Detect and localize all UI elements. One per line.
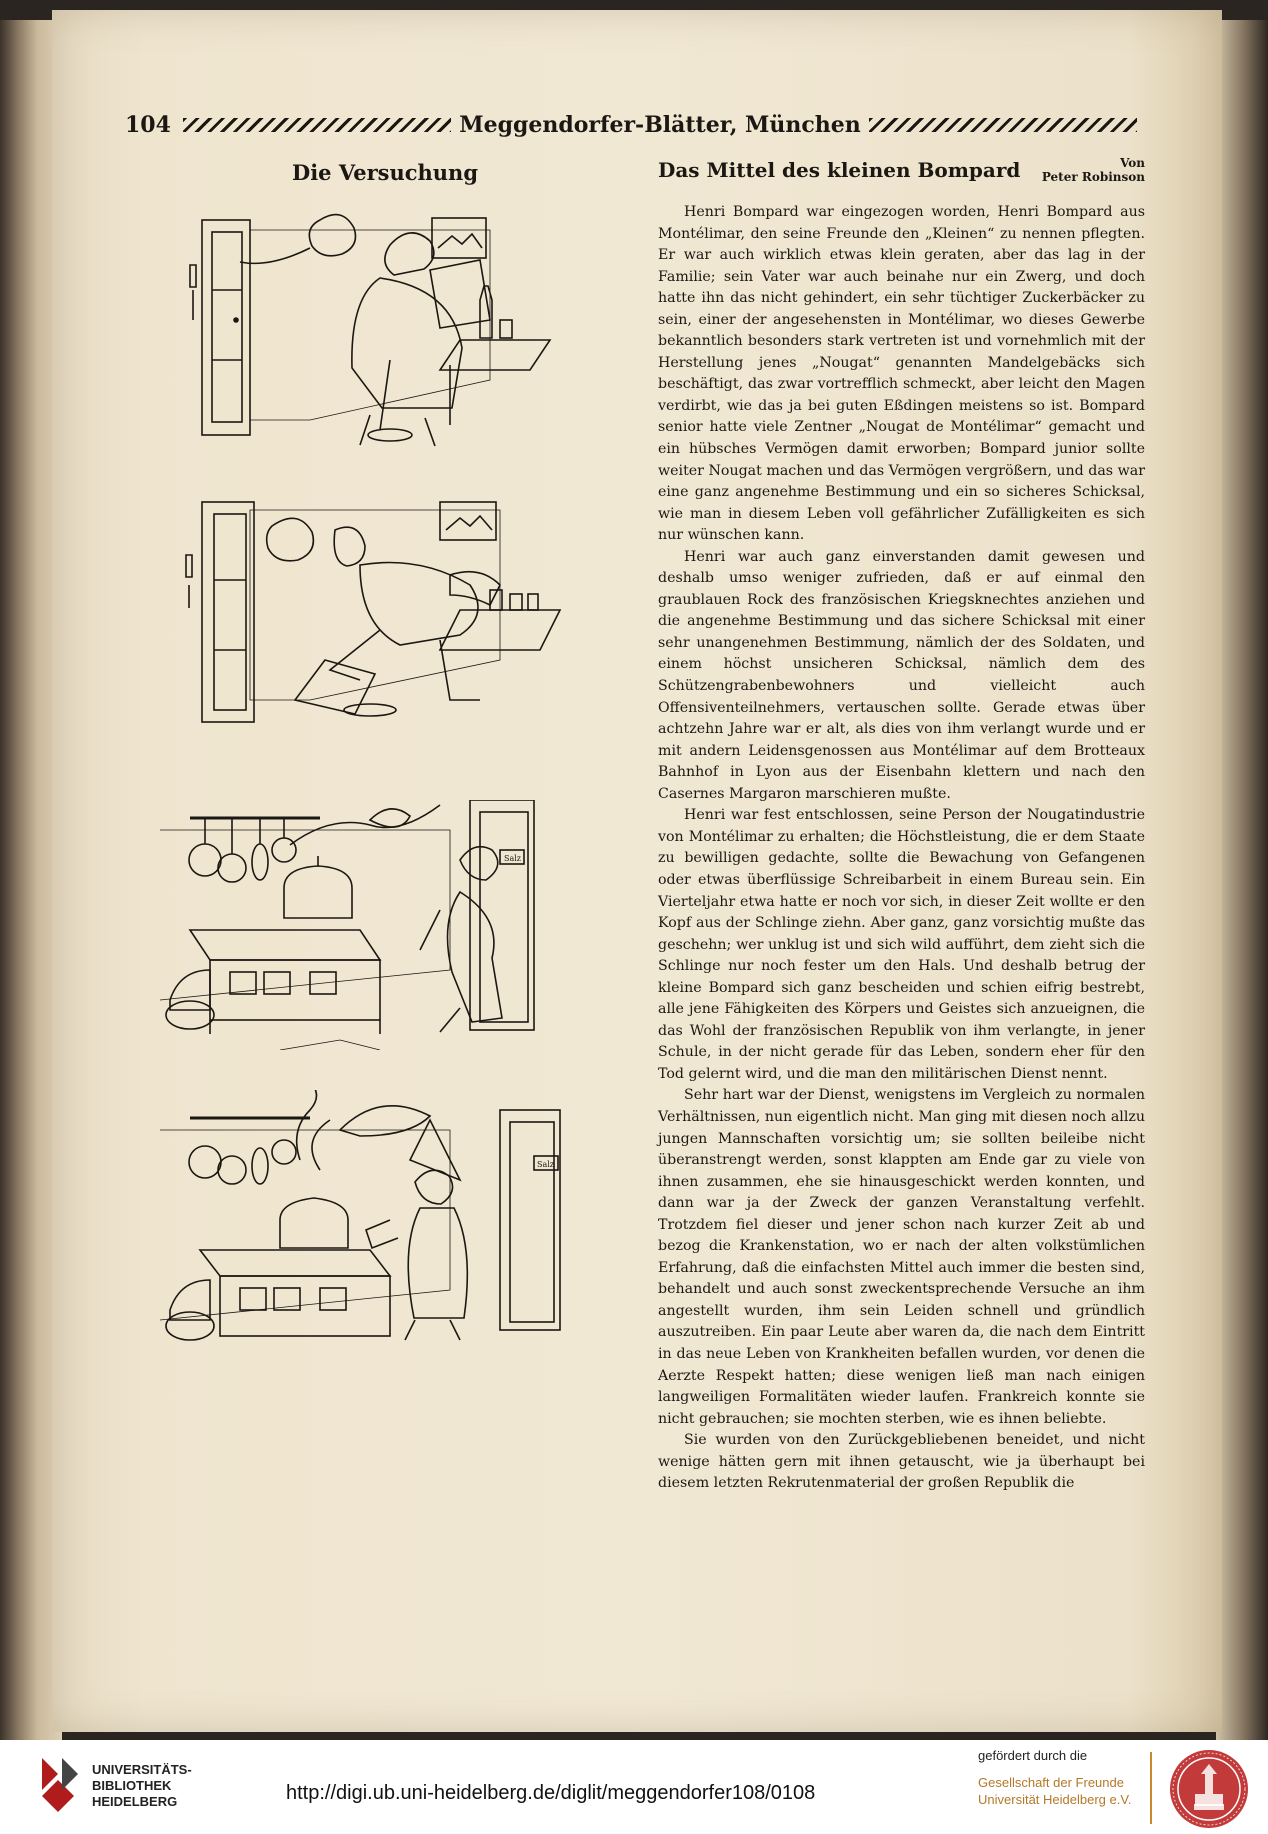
article-title: Das Mittel des kleinen Bompard [658, 158, 1021, 182]
cartoon-title: Die Versuchung [291, 160, 479, 185]
cartoon-panel-1 [160, 190, 615, 460]
magazine-title: Meggendorfer-Blätter, München [459, 112, 861, 138]
cartoon-column [150, 160, 620, 1580]
ub-heidelberg-logo-icon[interactable] [38, 1756, 82, 1816]
sponsor-name[interactable] [978, 1774, 1131, 1808]
paragraph: Henri Bompard war eingezogen worden, Henri Bompard aus Montélimar, den seine Freunde den „Kleinen“ zu nennen pflegten. Er war auch wirklich etwas klein geraten, aber das lag in der Familie; sein Vater war auch beinahe nur ein Zwerg, und doch hatte ihn das nicht gehindert, ein sehr tüchtiger Zuckerbäcker zu sein, einer der angesehensten in Montélimar, wo dieses Gewerbe bekanntlich besonders stark vertreten ist und vornehmlich mit der Herstellung jenes „Nougat“ genannten Mandelgebäcks sich beschäftigt, das zwar vortrefflich schmeckt, aber leicht den Magen verdirbt, wie das ja bei guten Eßdingen meistens so ist. Bompard senior hatte viele Zentner „Nougat de Montélimar“ gemacht und ein hübsches Vermögen damit erworben; Bompard junior sollte weiter Nougat machen und das Vermögen vergrößern, und das war eine ganz angenehme Bestimmung und ein so sicheres Schicksal, wie man in diesem Leben voll gefährlicher Zufälligkeiten es sich nur wünschen kann. [658, 204, 1145, 544]
library-line-3: HEIDELBERG [92, 1794, 178, 1809]
page-number: 104 [125, 112, 171, 138]
cartoon-panel-2 [160, 490, 615, 735]
university-seal-icon [1168, 1748, 1250, 1830]
paragraph: Sie wurden von den Zurückgebliebenen beneidet, und nicht wenige hätten gern mit ihnen getauscht, wie ja überhaupt bei diesem letzten Rekrutenmaterial der großen Republik die [658, 1432, 1145, 1492]
article-column [658, 158, 1145, 1578]
permalink-url[interactable]: http://digi.ub.uni-heidelberg.de/diglit/meggendorfer108/0108 [286, 1782, 816, 1804]
library-line-2: BIBLIOTHEK [92, 1778, 172, 1793]
header-ornament-left [183, 118, 451, 132]
footer-divider [1150, 1752, 1152, 1824]
library-name[interactable] [92, 1762, 192, 1810]
article-body [658, 202, 1145, 1495]
byline-author: Peter Robinson [1041, 170, 1145, 184]
panel-3-drawing [160, 800, 615, 1050]
article-header [658, 158, 1145, 184]
panel-2-drawing [160, 490, 615, 735]
book-edge-right [1216, 20, 1268, 1740]
sponsor-line-1: Gesellschaft der Freunde [978, 1775, 1124, 1790]
running-header [125, 110, 1145, 140]
paragraph: Henri war fest entschlossen, seine Person der Nougatindustrie von Montélimar zu erhalten; die Höchstleistung, die er dem Staate zu bewilligen gedachte, sollte die Bewachung von Gefangenen oder etwas überflüssige Schreibarbeit in einem Bureau sein. Ein Vierteljahr etwa hatte er noch vor sich, in dieser Zeit wollte er den Kopf aus der Schlinge ziehn. Aber ganz, ganz vorsichtig mußte das geschehn; wer unklug ist und sich wild aufführt, dem zieht sich die Schlinge nur noch fester um den Hals. Und deshalb betrug der kleine Bompard sich ganz bescheiden und schien eifrig bestrebt, alle jene Fähigkeiten des Körpers und Geistes sich anzueignen, die das Wohl der französischen Republik von ihm verlangte, in jener Schule, in der nicht gerade für das Leben, sondern eher für den Tod gelernt wird, und die man den militärischen Dienst nennt. [658, 807, 1145, 1082]
sponsor-line-2: Universität Heidelberg e.V. [978, 1792, 1132, 1807]
paragraph: Henri war auch ganz einverstanden damit gewesen und deshalb umso weniger zufrieden, daß er auf einmal den graublauen Rock des französischen Kriegsknechtes anziehen und die angenehme Bestimmung und das sichere Schicksal mit einer sehr unangenehmen Bestimmung, nämlich der des Soldaten, und einem höchst unsicheren Schicksal, nämlich dem des Schützengrabenbewohners und vielleicht auch Offensiventeilnehmers, vertauschen sollte. Gerade etwas über achtzehn Jahre war er alt, als dies von ihm verlangt wurde und er mit andern Leidensgenossen aus Montélimar auf dem Brotteaux Bahnhof in Lyon aus der Eisenbahn klettern und nach den Casernes Margaron marschieren mußte. [658, 548, 1145, 802]
header-ornament-right [869, 118, 1137, 132]
byline [1042, 156, 1145, 184]
library-line-1: UNIVERSITÄTS- [92, 1762, 192, 1777]
paragraph: Sehr hart war der Dienst, wenigstens im Vergleich zu normalen Verhältnissen, nun eigentlich nicht. Man ging mit diesen noch allzu jungen Mannschaften vorsichtig um; sie sollten beileibe nicht überanstrengt werden, sonst klappten am Ende gar zu viele von ihnen zusammen, ehe sie hinausgeschickt werden konnten, und dann war ja der Zweck der ganzen Veranstaltung verfehlt. Trotzdem fiel dieser und jener schon nach kurzer Zeit ab und bezog die Krankenstation, wo er nach der alten volkstümlichen Erfahrung, daß die einfachsten Mittel auch immer die besten sind, behandelt und auch sonst zweckentsprechende Versuche an ihm angestellt wurden, ihm sein Leiden schnell und gründlich auszutreiben. Ein paar Leute aber waren da, die nach dem Eintritt in das neue Leben von Krankheiten befallen wurden, vor denen die Aerzte Respekt hatten; diese wenigen ließ man nach einigen langweiligen Formalitäten wieder laufen. Frankreich konnte sie nicht gebrauchen; sie mochten sterben, wie es ihnen beliebte. [658, 1087, 1145, 1427]
cartoon-panel-4 [160, 1090, 615, 1350]
byline-von: Von [1120, 156, 1145, 170]
sponsor-label: gefördert durch die [978, 1748, 1088, 1763]
panel-4-drawing [160, 1090, 615, 1350]
salz-label: Salz [504, 854, 522, 863]
cartoon-panel-3 [160, 800, 615, 1050]
salz-label-2: Salz [537, 1160, 555, 1169]
panel-1-drawing [160, 190, 615, 460]
